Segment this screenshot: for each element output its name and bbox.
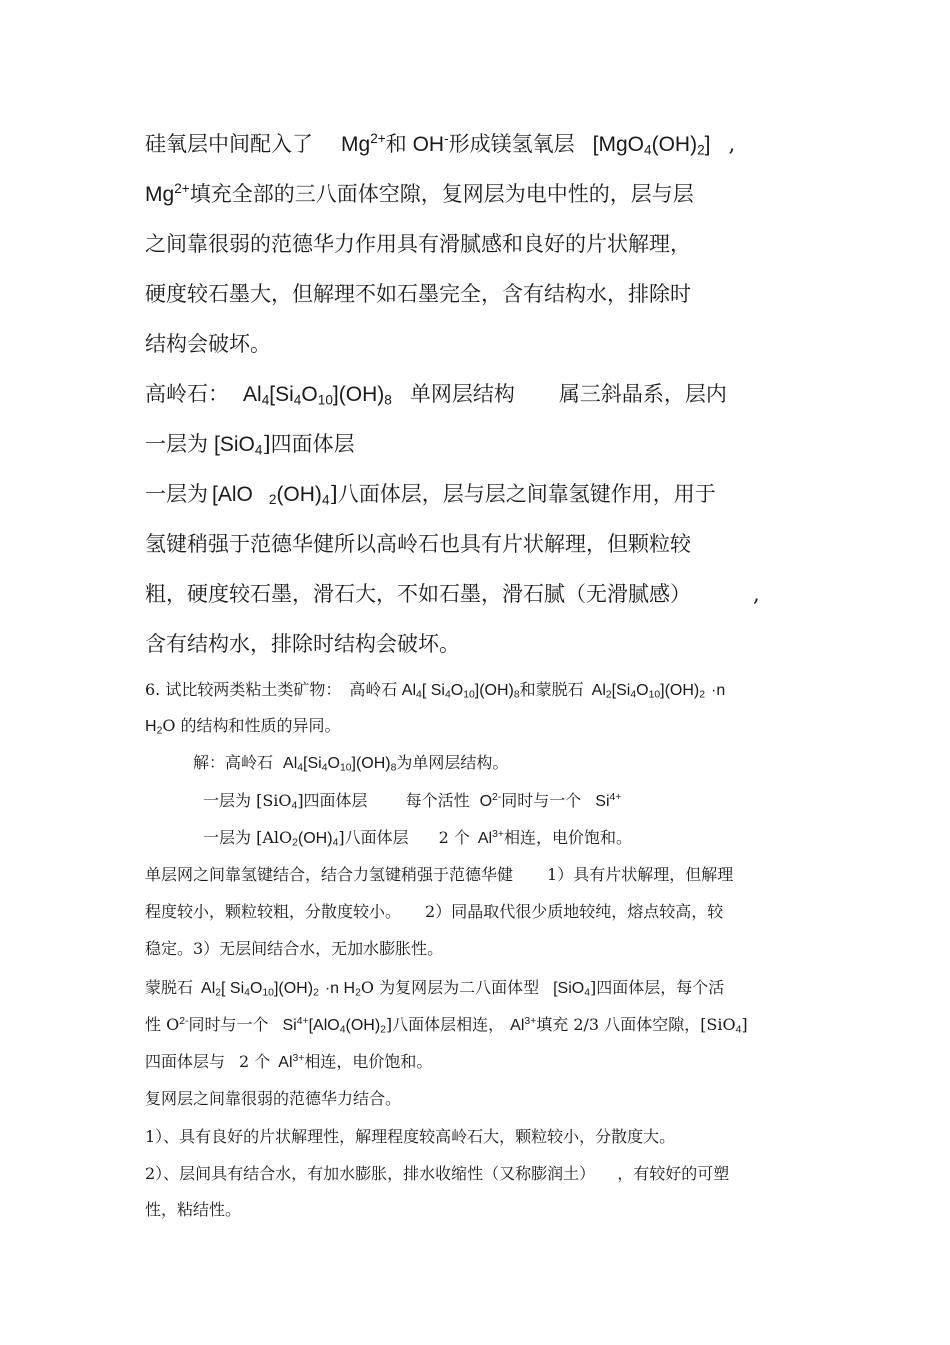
text-run: 2: [215, 987, 222, 999]
text-run: Mg: [145, 183, 175, 206]
text-run: ]: [704, 133, 711, 156]
text-run: 程度较小，颗粒较粗，分散度较小。: [145, 902, 402, 921]
text-run: 8: [513, 689, 520, 701]
text-run: 4: [643, 142, 652, 158]
text-run: Al: [591, 682, 606, 699]
text-run: 解：高岭石: [193, 753, 274, 772]
text-run: 4: [339, 1024, 346, 1036]
text-run: ·n H: [324, 980, 356, 997]
text-run: 和 OH: [385, 133, 445, 156]
text-run: 2 个: [239, 1052, 271, 1071]
text-line: 结构会破坏。: [145, 332, 271, 356]
text-run: ]八面体层: [338, 828, 409, 847]
text-run: 2 个: [438, 828, 470, 847]
text-run: 2: [292, 837, 298, 849]
text-run: 10: [339, 762, 352, 774]
text-run: 2: [268, 492, 277, 508]
text-line: [145, 178, 694, 208]
text-run: 2: [380, 1024, 386, 1036]
text-run: ·n: [711, 682, 726, 699]
text-run: -: [444, 130, 449, 146]
text-run: Mg: [341, 133, 371, 156]
question-line: [145, 713, 341, 737]
text-run: [Si: [303, 755, 322, 772]
text-run: Al: [510, 1017, 525, 1034]
text-run: 2）同晶取代很少质地较纯，熔点较高，较: [425, 902, 724, 921]
text-run: 10: [463, 689, 475, 701]
text-run: 高岭石 Al: [349, 682, 417, 699]
text-run: Si: [595, 793, 610, 810]
text-run: 4: [244, 987, 250, 999]
answer-line: 性，粘结性。: [145, 1200, 242, 1219]
text-run: 高岭石：: [145, 382, 229, 406]
text-run: ](OH): [660, 682, 700, 699]
text-line: 之间靠很弱的范德华力作用具有滑腻感和良好的片状解理，: [145, 232, 691, 256]
text-run: ，有较好的可塑: [617, 1164, 730, 1183]
text-run: [SiO: [553, 980, 585, 997]
text-run: 4: [261, 392, 270, 408]
text-run: Al: [243, 383, 262, 406]
text-run: [AlO: [308, 1017, 340, 1034]
text-run: 同时与一个: [188, 1015, 269, 1034]
text-run: 属三斜晶系，层内: [558, 382, 727, 406]
text-line: 硬度较石墨大，但解理不如石墨完全，含有结构水，排除时: [145, 282, 691, 306]
text-run: 每个活性: [405, 791, 470, 810]
text-run: 4: [630, 689, 637, 701]
text-line: [145, 578, 760, 608]
text-run: 一层为: [145, 482, 208, 506]
text-run: 4: [321, 762, 328, 774]
text-run: ]四面体层: [262, 432, 355, 456]
text-run: Al: [283, 755, 298, 772]
text-run: 4+: [609, 791, 622, 803]
question-line: [145, 677, 725, 701]
text-run: (OH): [651, 133, 698, 156]
text-run: Al: [201, 980, 216, 997]
text-run: O: [327, 755, 340, 772]
text-run: 3+: [292, 1052, 305, 1064]
text-run: ](OH): [273, 980, 314, 997]
text-run: O 的结构和性质的异同。: [162, 716, 341, 735]
text-run: 2: [313, 987, 319, 999]
text-run: 10: [648, 689, 661, 701]
text-run: ]四面体层，每个活: [589, 978, 725, 997]
text-run: 四面体层与: [145, 1052, 226, 1071]
text-run: ]八面体层相连，: [385, 1015, 505, 1034]
text-run: 4: [584, 987, 590, 999]
text-run: [AlO: [212, 483, 253, 506]
text-run: 一层为: [145, 432, 208, 456]
text-run: 粗，硬度较石墨，滑石大，不如石墨，滑石腻（无滑腻感）: [145, 582, 691, 606]
text-run: ]四面体层: [297, 791, 368, 810]
text-run: Al: [278, 1054, 293, 1071]
text-run: ](OH): [474, 682, 514, 699]
text-run: 4: [444, 689, 451, 701]
answer-line: [145, 1049, 432, 1072]
text-run: 8: [390, 762, 397, 774]
text-run: 2-: [492, 791, 502, 803]
text-run: 3+: [524, 1015, 537, 1027]
text-run: H: [145, 718, 157, 735]
text-run: 和蒙脱石: [519, 680, 584, 699]
text-run: 同时与一个: [501, 791, 582, 810]
text-run: 形成镁氢氧层: [448, 132, 575, 156]
answer-line: [203, 788, 621, 812]
text-run: 硅氧层中间配入了: [145, 132, 313, 156]
text-run: 4: [321, 492, 330, 508]
text-run: O: [636, 682, 649, 699]
text-run: [Si: [269, 383, 294, 406]
text-run: 4: [416, 689, 422, 701]
text-run: 蒙脱石: [145, 978, 194, 997]
text-run: 10: [317, 392, 333, 408]
text-run: [MgO: [592, 133, 644, 156]
text-run: 4: [254, 442, 263, 458]
text-run: 2: [699, 689, 706, 701]
text-run: 4: [735, 1024, 742, 1036]
text-run: 单层网之间靠氢键结合，结合力氢键稍强于范德华健: [145, 865, 514, 884]
text-run: 2）、层间具有结合水，有加水膨胀，排水收缩性（又称膨润土）: [145, 1164, 588, 1183]
text-run: O 为复网层为二八面体型: [360, 978, 540, 997]
answer-line: [145, 1012, 748, 1036]
text-run: 8: [384, 392, 392, 408]
text-run: 性 O: [145, 1015, 180, 1034]
text-run: O: [249, 980, 263, 997]
text-run: 2: [355, 987, 361, 999]
text-run: ](OH): [351, 755, 391, 772]
text-run: Al: [477, 830, 493, 847]
text-run: [ Si: [221, 980, 245, 997]
text-run: (OH): [345, 1017, 381, 1034]
text-line: 氢键稍强于范德华健所以高岭石也具有片状解理，但颗粒较: [145, 532, 691, 556]
text-run: (OH): [297, 830, 333, 847]
text-run: 4: [291, 800, 298, 812]
answer-line: 复网层之间靠很弱的范德华力结合。: [145, 1089, 402, 1108]
text-run: Si: [282, 1017, 297, 1034]
text-run: O: [479, 793, 493, 810]
text-run: 2+: [370, 130, 386, 146]
text-run: ](OH): [332, 383, 385, 406]
text-line: [145, 428, 355, 458]
text-run: 3+: [492, 828, 504, 840]
answer-line: 1）、具有良好的片状解理性，解理程度较高岭石大，颗粒较小，分散度大。: [145, 1127, 676, 1146]
text-run: 一层为 [AlO: [203, 828, 293, 847]
text-run: [ Si: [421, 682, 445, 699]
text-run: 为单网层结构。: [396, 753, 509, 772]
text-run: 4: [293, 392, 302, 408]
text-run: ,: [753, 582, 760, 606]
text-run: 2+: [174, 180, 190, 196]
text-run: 2: [697, 142, 705, 158]
text-run: [Si: [611, 682, 631, 699]
text-run: [SiO: [214, 433, 255, 456]
text-line: 含有结构水，排除时结构会破坏。: [145, 632, 460, 656]
answer-line: [145, 899, 723, 922]
answer-line: 稳定。3）无层间结合水，无加水膨胀性。: [145, 939, 444, 958]
text-run: 单网层结构: [409, 382, 515, 406]
text-line: [145, 378, 727, 408]
answer-line: [145, 1161, 729, 1184]
text-line: [145, 128, 735, 158]
text-run: ]: [741, 1015, 748, 1034]
text-run: 4: [332, 837, 339, 849]
answer-line: [193, 750, 508, 774]
text-run: 填充 2/3 八面体空隙，[SiO: [536, 1015, 736, 1034]
text-run: 2-: [179, 1015, 189, 1027]
text-run: 1）具有片状解理，但解理: [547, 865, 734, 884]
answer-line: [145, 975, 724, 999]
answer-line: [145, 862, 733, 885]
text-run: (OH): [276, 483, 322, 506]
text-run: 相连，电价饱和。: [503, 828, 632, 847]
text-run: ]八面体层，层与层之间靠氢键作用，用于: [329, 482, 716, 506]
text-run: 4: [297, 762, 304, 774]
answer-line: [203, 825, 632, 849]
text-run: O: [450, 682, 464, 699]
text-run: O: [301, 383, 318, 406]
text-run: 相连，电价饱和。: [304, 1052, 433, 1071]
text-run: 一层为 [SiO: [203, 791, 292, 810]
text-line: [145, 478, 716, 508]
text-run: ,: [728, 132, 736, 156]
text-run: 填充全部的三八面体空隙，复网层为电中性的，层与层: [189, 182, 694, 206]
text-run: 2: [605, 689, 612, 701]
text-run: 6. 试比较两类粘土类矿物：: [145, 680, 342, 699]
text-run: 2: [156, 725, 163, 737]
text-run: 10: [262, 987, 274, 999]
text-run: 4+: [296, 1015, 309, 1027]
